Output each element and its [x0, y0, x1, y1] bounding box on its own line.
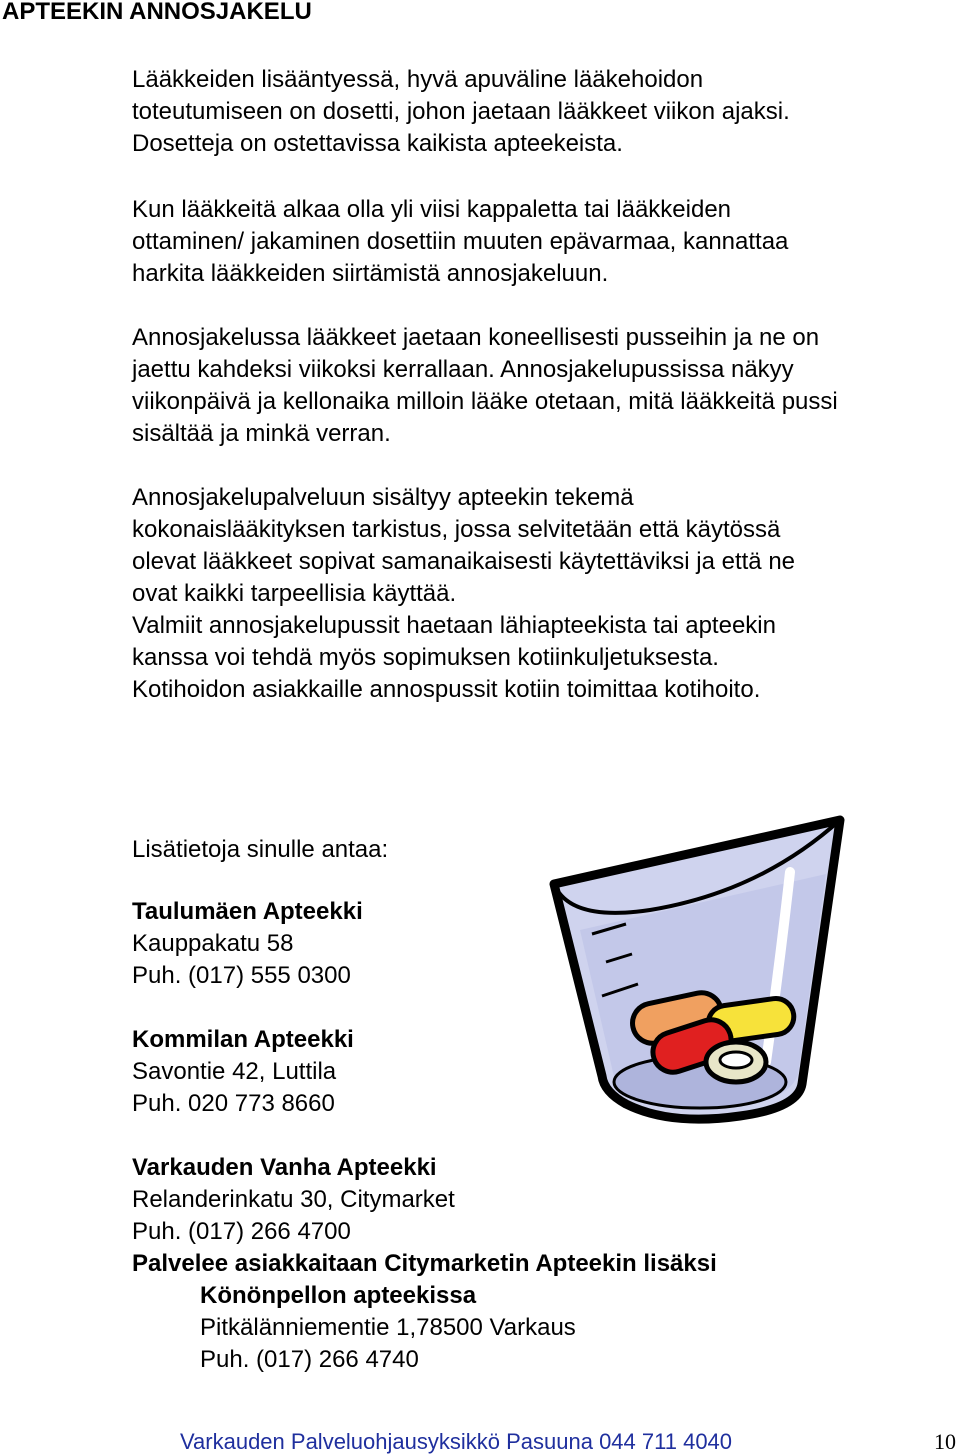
contacts-intro-text: Lisätietoja sinulle antaa:	[132, 836, 389, 863]
paragraph-when-to-switch	[132, 194, 952, 290]
extra-service-note: Palvelee asiakkaitaan Citymarketin Apteekin lisäksi	[132, 1250, 717, 1277]
pharmacy-block-vanha	[132, 1152, 717, 1376]
contacts-intro	[132, 834, 388, 866]
pharmacy-block-taulumaki	[132, 896, 363, 992]
paragraph-line: toteutumiseen on dosetti, johon jaetaan lääkkeet viikon ajaksi.	[132, 98, 790, 125]
paragraph-service	[132, 482, 952, 706]
pharmacy-block-kommila	[132, 1024, 354, 1120]
paragraph-line: kanssa voi tehdä myös sopimuksen kotiinkuljetuksesta.	[132, 644, 719, 671]
pharmacy-address: Pitkälänniementie 1,78500 Varkaus	[200, 1314, 576, 1341]
pharmacy-phone: Puh. 020 773 8660	[132, 1090, 335, 1117]
paragraph-line: Dosetteja on ostettavissa kaikista apteekeista.	[132, 130, 623, 157]
paragraph-line: sisältää ja minkä verran.	[132, 420, 391, 447]
pharmacy-name: Kommilan Apteekki	[132, 1026, 354, 1053]
paragraph-line: Kotihoidon asiakkaille annospussit kotiin toimittaa kotihoito.	[132, 676, 761, 703]
paragraph-line: ottaminen/ jakaminen dosettiin muuten epävarmaa, kannattaa	[132, 228, 789, 255]
paragraph-line: Valmiit annosjakelupussit haetaan lähiapteekista tai apteekin	[132, 612, 776, 639]
paragraph-line: ovat kaikki tarpeellisia käyttää.	[132, 580, 457, 607]
pharmacy-name: Varkauden Vanha Apteekki	[132, 1154, 437, 1181]
paragraph-dosetti	[132, 64, 952, 160]
paragraph-line: kokonaislääkityksen tarkistus, jossa selvitetään että käytössä	[132, 516, 781, 543]
page-number: 10	[934, 1429, 956, 1454]
paragraph-annosjakelu	[132, 322, 952, 450]
page-title: APTEEKIN ANNOSJAKELU	[2, 0, 312, 25]
pharmacy-phone: Puh. (017) 266 4740	[200, 1346, 419, 1373]
paragraph-line: Lääkkeiden lisääntyessä, hyvä apuväline lääkehoidon	[132, 66, 704, 93]
paragraph-line: olevat lääkkeet sopivat samanaikaisesti käytettäviksi ja että ne	[132, 548, 796, 575]
pharmacy-address: Kauppakatu 58	[132, 930, 294, 957]
paragraph-line: jaettu kahdeksi viikoksi kerrallaan. Annosjakelupussissa näkyy	[132, 356, 794, 383]
pharmacy-phone: Puh. (017) 266 4700	[132, 1218, 351, 1245]
paragraph-line: viikonpäivä ja kellonaika milloin lääke otetaan, mitä lääkkeitä pussi	[132, 388, 838, 415]
pharmacy-name: Taulumäen Apteekki	[132, 898, 363, 925]
paragraph-line: Annosjakelussa lääkkeet jaetaan koneellisesti pusseihin ja ne on	[132, 324, 820, 351]
paragraph-line: harkita lääkkeiden siirtämistä annosjakeluun.	[132, 260, 609, 287]
paragraph-line: Kun lääkkeitä alkaa olla yli viisi kappaletta tai lääkkeiden	[132, 196, 732, 223]
glass-with-pills-icon	[540, 812, 876, 1130]
pharmacy-name: Könönpellon apteekissa	[200, 1282, 477, 1309]
pharmacy-address: Savontie 42, Luttila	[132, 1058, 337, 1085]
footer-text: Varkauden Palveluohjausyksikkö Pasuuna 044 711 4040	[180, 1429, 733, 1454]
paragraph-line: Annosjakelupalveluun sisältyy apteekin tekemä	[132, 484, 634, 511]
pharmacy-address: Relanderinkatu 30, Citymarket	[132, 1186, 455, 1213]
pharmacy-phone: Puh. (017) 555 0300	[132, 962, 351, 989]
